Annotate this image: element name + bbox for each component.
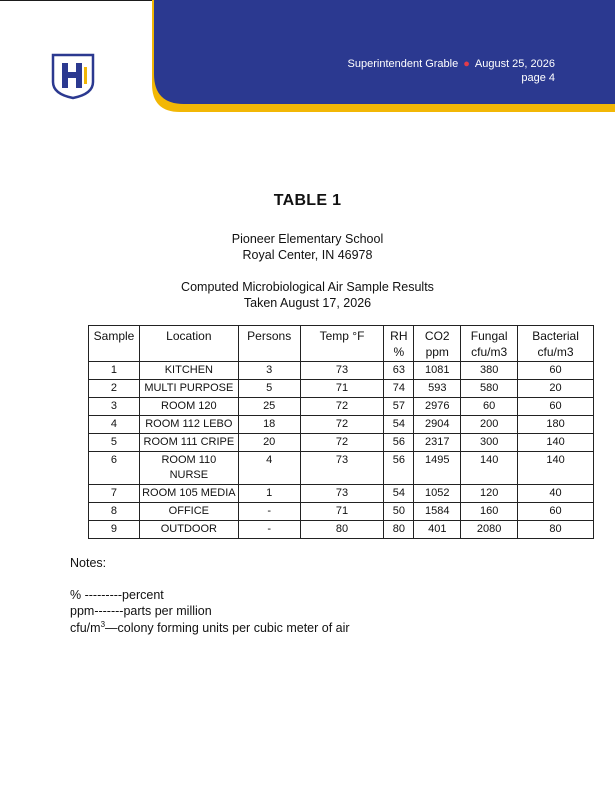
note-cfu-unit: cfu/m: [70, 621, 101, 636]
table-cell: 60: [518, 503, 594, 521]
note-cfu-definition: —colony forming units per cubic meter of air: [105, 621, 350, 636]
header-date: August 25, 2026: [474, 58, 555, 70]
header-page-number: page 4: [521, 72, 555, 84]
column-header: Persons: [238, 326, 300, 362]
table-cell: OUTDOOR: [139, 521, 238, 539]
table-cell: 580: [461, 380, 518, 398]
table-cell: 5: [238, 380, 300, 398]
table-cell: 160: [461, 503, 518, 521]
table-cell: 56: [384, 434, 414, 452]
table-cell: 50: [384, 503, 414, 521]
table-cell: 8: [89, 503, 140, 521]
table-cell: 5: [89, 434, 140, 452]
table-cell: KITCHEN: [139, 362, 238, 380]
table-cell: 74: [384, 380, 414, 398]
table-cell: 180: [518, 416, 594, 434]
table-cell: 4: [238, 452, 300, 485]
table-cell: 71: [300, 380, 384, 398]
table-cell: 20: [238, 434, 300, 452]
column-header: Sample: [89, 326, 140, 362]
table-row: [89, 434, 594, 452]
table-cell: 2904: [414, 416, 461, 434]
column-header: RH %: [384, 326, 414, 362]
document-title: TABLE 1: [273, 192, 342, 209]
table-cell: 2976: [414, 398, 461, 416]
sample-date: Taken August 17, 2026: [243, 296, 372, 310]
table-cell: 3: [89, 398, 140, 416]
column-header: Bacterial cfu/m3: [518, 326, 594, 362]
table-cell: 57: [384, 398, 414, 416]
table-cell: 72: [300, 416, 384, 434]
table-cell: 20: [518, 380, 594, 398]
table-cell: 18: [238, 416, 300, 434]
table-row: [89, 503, 594, 521]
table-cell: 73: [300, 485, 384, 503]
note-ppm: ppm-------parts per million: [70, 604, 212, 618]
header-author-date: [348, 58, 555, 70]
note-percent: % ---------percent: [70, 588, 164, 602]
table-row: [89, 521, 594, 539]
table-cell: 54: [384, 485, 414, 503]
table-cell: 593: [414, 380, 461, 398]
school-location: Royal Center, IN 46978: [242, 248, 373, 262]
table-cell: ROOM 112 LEBO: [139, 416, 238, 434]
table-cell: 380: [461, 362, 518, 380]
table-cell: -: [238, 503, 300, 521]
table-cell: -: [238, 521, 300, 539]
table-cell: 1495: [414, 452, 461, 485]
column-header: Temp °F: [300, 326, 384, 362]
table-cell: 54: [384, 416, 414, 434]
table-cell: 2: [89, 380, 140, 398]
table-cell: 200: [461, 416, 518, 434]
table-cell: 9: [89, 521, 140, 539]
separator-dot-icon: ●: [463, 58, 470, 70]
table-cell: 72: [300, 434, 384, 452]
table-cell: 73: [300, 362, 384, 380]
table-cell: 140: [461, 452, 518, 485]
table-cell: 2317: [414, 434, 461, 452]
table-cell: 60: [518, 362, 594, 380]
table-cell: 6: [89, 452, 140, 485]
table-cell: 140: [518, 452, 594, 485]
table-cell: 1584: [414, 503, 461, 521]
note-cfu: [70, 620, 350, 635]
table-cell: 140: [518, 434, 594, 452]
table-cell: 63: [384, 362, 414, 380]
table-cell: 60: [461, 398, 518, 416]
header-author: Superintendent Grable: [347, 58, 459, 70]
table-cell: 7: [89, 485, 140, 503]
table-cell: 25: [238, 398, 300, 416]
school-name: Pioneer Elementary School: [231, 232, 384, 246]
column-header: Fungal cfu/m3: [461, 326, 518, 362]
table-cell: 3: [238, 362, 300, 380]
table-cell: 1: [238, 485, 300, 503]
table-cell: 300: [461, 434, 518, 452]
table-cell: 401: [414, 521, 461, 539]
table-cell: 1: [89, 362, 140, 380]
table-cell: 80: [518, 521, 594, 539]
table-row: [89, 398, 594, 416]
table-row: [89, 416, 594, 434]
table-cell: ROOM 110 NURSE: [139, 452, 238, 485]
table-cell: ROOM 111 CRIPE: [139, 434, 238, 452]
air-sample-results-table: [88, 325, 594, 539]
table-cell: 73: [300, 452, 384, 485]
table-row: [89, 380, 594, 398]
table-cell: 1052: [414, 485, 461, 503]
notes-heading: Notes:: [70, 556, 107, 570]
table-subtitle: Computed Microbiological Air Sample Results: [181, 280, 434, 294]
table-cell: 4: [89, 416, 140, 434]
table-cell: ROOM 105 MEDIA: [139, 485, 238, 503]
table-cell: 80: [384, 521, 414, 539]
table-cell: 2080: [461, 521, 518, 539]
note-cfu-superscript: 3: [100, 620, 106, 629]
table-cell: OFFICE: [139, 503, 238, 521]
column-header: Location: [139, 326, 238, 362]
table-cell: 40: [518, 485, 594, 503]
table-row: [89, 485, 594, 503]
table-row: [89, 362, 594, 380]
table-row: [89, 452, 594, 485]
table-cell: 1081: [414, 362, 461, 380]
table-cell: 120: [461, 485, 518, 503]
table-cell: 80: [300, 521, 384, 539]
table-cell: 72: [300, 398, 384, 416]
table-header-row: [89, 326, 594, 362]
table-cell: 56: [384, 452, 414, 485]
table-cell: ROOM 120: [139, 398, 238, 416]
column-header: CO2 ppm: [414, 326, 461, 362]
table-cell: 60: [518, 398, 594, 416]
table-cell: MULTI PURPOSE: [139, 380, 238, 398]
table-cell: 71: [300, 503, 384, 521]
district-logo: [50, 52, 96, 100]
